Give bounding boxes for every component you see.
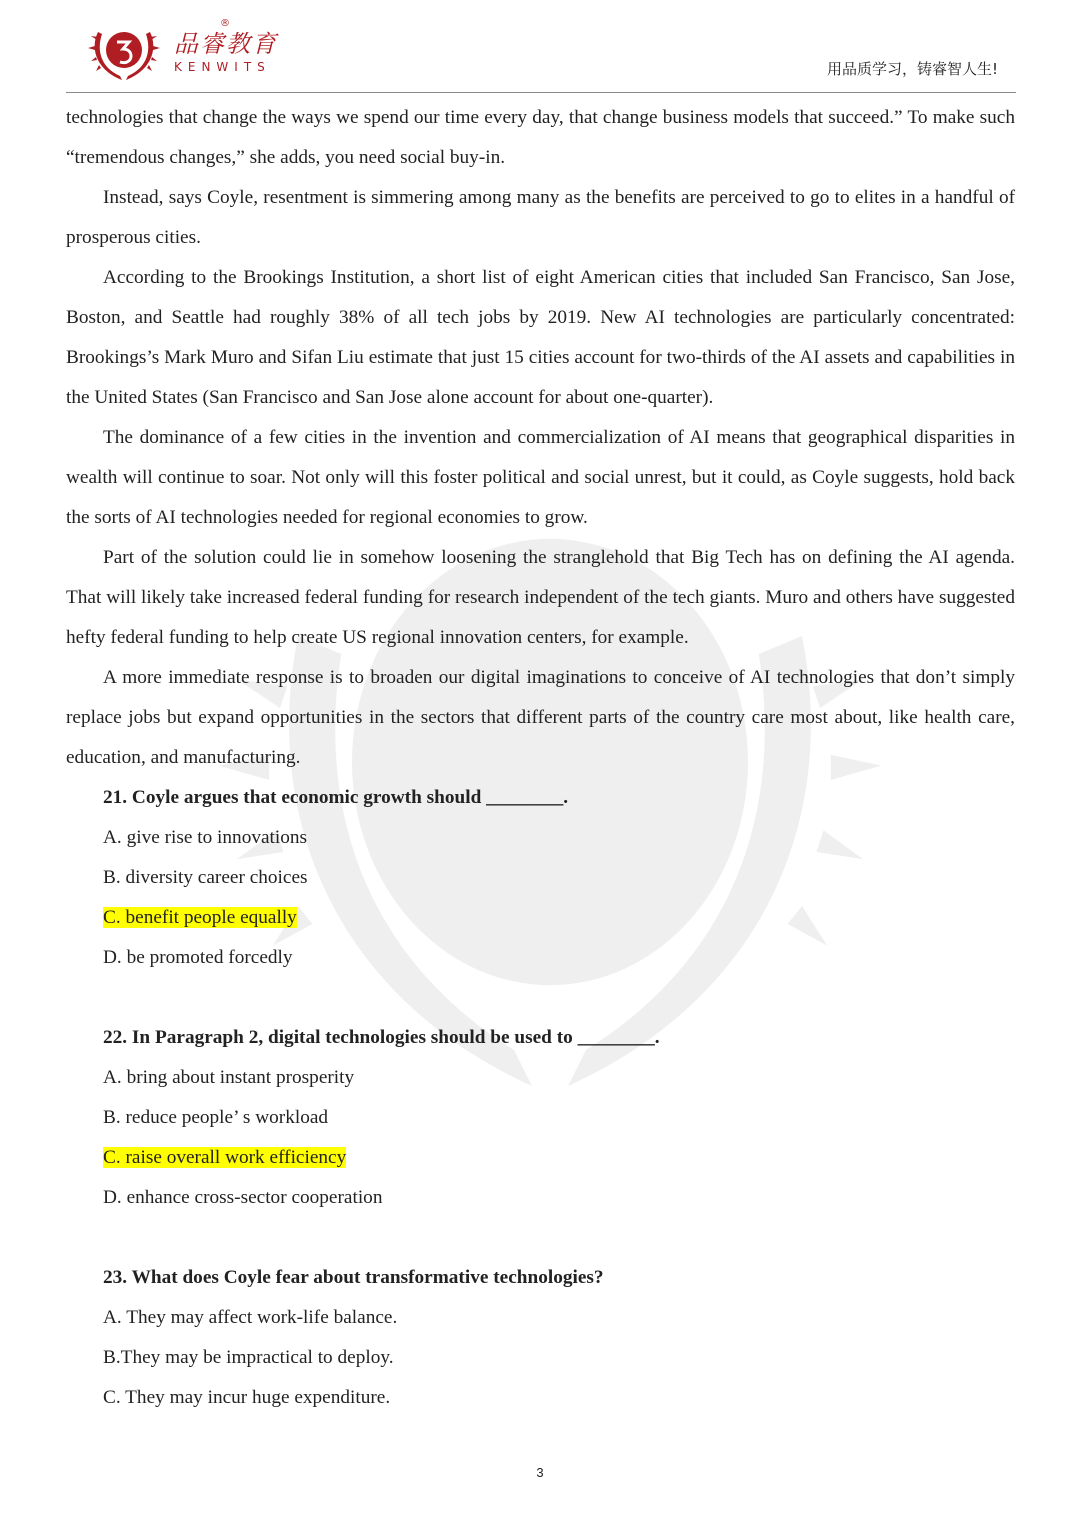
question-23: [103, 1258, 1015, 1418]
brand-name-en: KENWITS: [174, 60, 271, 74]
kenwits-logo-icon: [88, 18, 160, 84]
option-a: A. They may affect work-life balance.: [103, 1307, 398, 1328]
question-22: [103, 1018, 1015, 1218]
option-a: A. give rise to innovations: [103, 827, 308, 848]
paragraph: technologies that change the ways we spend our time every day, that change business models that succeed.” To make such “tremendous changes,” she adds, you need social buy-in.: [66, 107, 1015, 168]
header-slogan: 用品质学习，铸睿智人生!: [826, 60, 998, 78]
page-header: [66, 16, 1016, 93]
paragraph: Instead, says Coyle, resentment is simmering among many as the benefits are perceived to go to elites in a handful of prosperous cities.: [66, 187, 1015, 248]
question-21: [103, 778, 1015, 978]
question-stem: 23. What does Coyle fear about transformative technologies?: [103, 1267, 604, 1288]
paragraph: According to the Brookings Institution, a short list of eight American cities that included San Francisco, San Jose, Boston, and Seattle had roughly 38% of all tech jobs by 2019. New AI technologies are particularly concentrated: Brookings’s Mark Muro and Sifan Liu estimate that just 15 cities account for two-thirds of the AI assets and capabilities in the United States (San Francisco and San Jose alone account for about one-quarter).: [66, 267, 1015, 408]
option-a: A. bring about instant prosperity: [103, 1067, 355, 1088]
option-d: D. enhance cross-sector cooperation: [103, 1187, 383, 1208]
page-number: 3: [536, 1465, 544, 1480]
brand-name-cn: 品睿教育: [174, 30, 278, 58]
option-d: D. be promoted forcedly: [103, 947, 293, 968]
question-stem: 21. Coyle argues that economic growth should ________.: [103, 787, 569, 808]
option-c-highlighted: C. benefit people equally: [103, 907, 297, 928]
registered-mark: ®: [220, 18, 230, 29]
option-b: B.They may be impractical to deploy.: [103, 1347, 394, 1368]
question-stem: 22. In Paragraph 2, digital technologies should be used to ________.: [103, 1027, 660, 1048]
paragraph: A more immediate response is to broaden our digital imaginations to conceive of AI technologies that don’t simply replace jobs but expand opportunities in the sectors that different parts of the country care most about, like health care, education, and manufacturing.: [66, 667, 1015, 768]
option-c: C. They may incur huge expenditure.: [103, 1387, 391, 1408]
paragraph: The dominance of a few cities in the invention and commercialization of AI means that geographical disparities in wealth will continue to soar. Not only will this foster political and social unrest, but it could, as Coyle suggests, hold back the sorts of AI technologies needed for regional economies to grow.: [66, 427, 1015, 528]
option-c-highlighted: C. raise overall work efficiency: [103, 1147, 347, 1168]
option-b: B. diversity career choices: [103, 867, 308, 888]
document-body: [66, 98, 1015, 1418]
paragraph: Part of the solution could lie in somehow loosening the stranglehold that Big Tech has on defining the AI agenda. That will likely take increased federal funding for research independent of the tech giants. Muro and others have suggested hefty federal funding to help create US regional innovation centers, for example.: [66, 547, 1015, 648]
option-b: B. reduce people’ s workload: [103, 1107, 329, 1128]
